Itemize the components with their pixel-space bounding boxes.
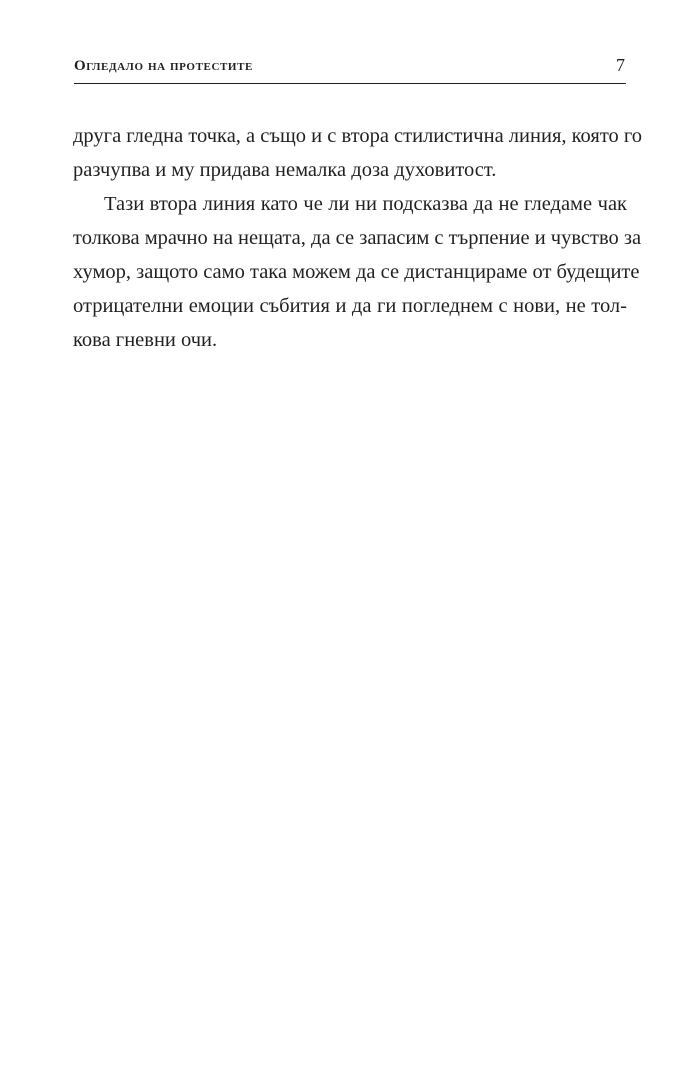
running-title: Огледало на протестите xyxy=(74,58,253,74)
running-header xyxy=(74,55,626,79)
page-number: 7 xyxy=(616,55,625,75)
text-line: отрицателни емоции събития и да ги погледнем с нови, не тол- xyxy=(73,295,627,317)
text-line: друга гледна точка, а също и с втора стилистична линия, която го xyxy=(73,125,643,147)
text-line: хумор, защото само така можем да се дистанцираме от будещите xyxy=(73,261,640,283)
header-rule xyxy=(74,83,626,84)
body-text xyxy=(73,119,643,357)
paragraph xyxy=(73,187,642,357)
text-line: толкова мрачно на нещата, да се запасим с търпение и чувство за xyxy=(73,227,642,249)
paragraph xyxy=(73,119,643,187)
text-line: кова гневни очи. xyxy=(73,329,218,351)
text-line: разчупва и му придава немалка доза духовитост. xyxy=(73,159,497,181)
text-line: Тази втора линия като че ли ни подсказва да не гледаме чак xyxy=(104,193,627,215)
